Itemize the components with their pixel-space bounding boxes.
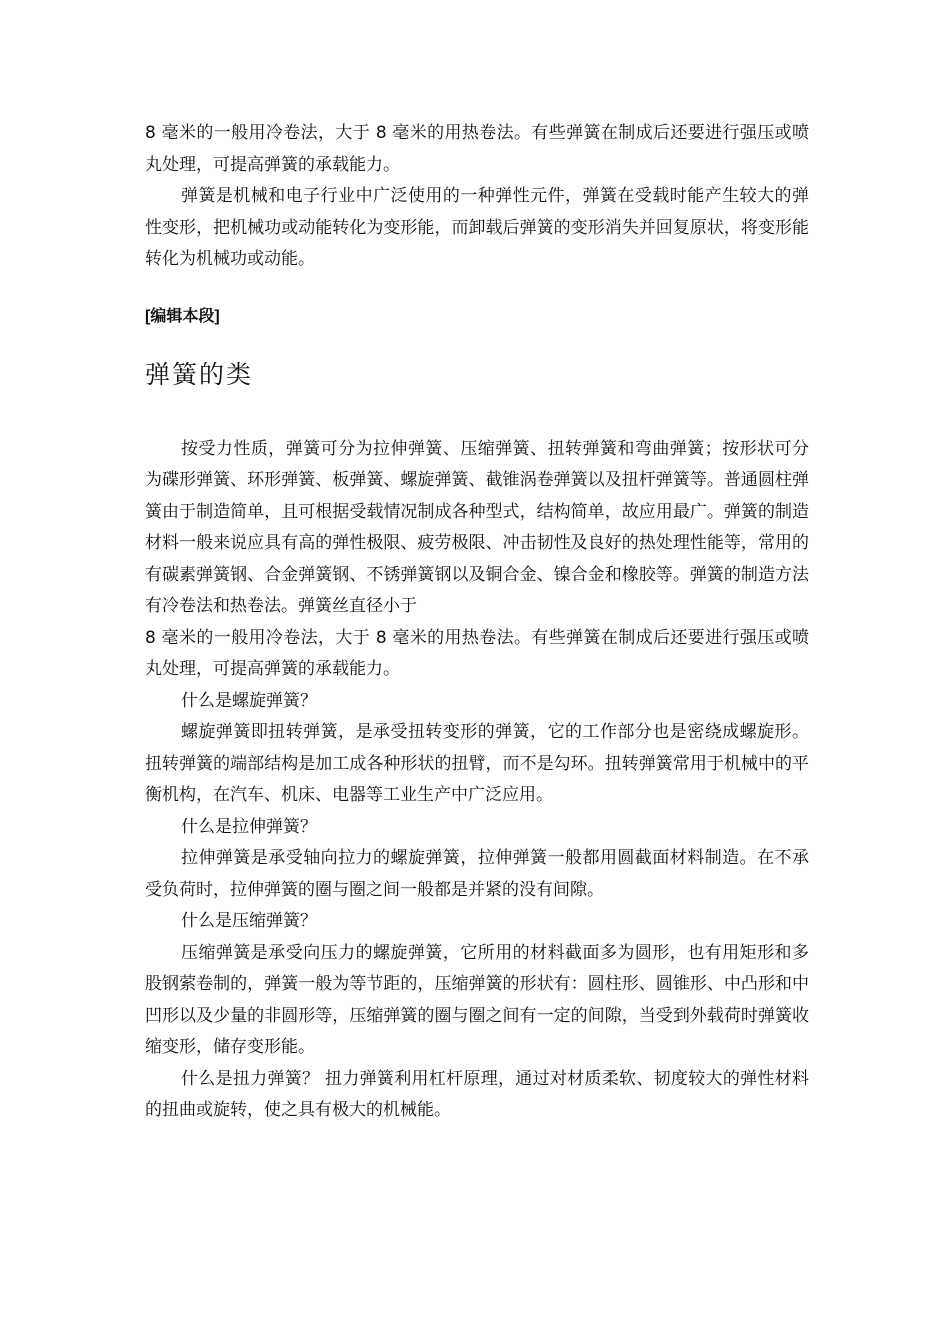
paragraph-coiling-methods: 8 毫米的一般用冷卷法，大于 8 毫米的用热卷法。有些弹簧在制成后还要进行强压或喷丸处理，可提高弹簧的承载能力。 [145, 627, 809, 679]
section-title: 弹簧的类 [145, 359, 254, 389]
top-paragraph-continuation: 8 毫米的一般用冷卷法，大于 8 毫米的用热卷法。有些弹簧在制成后还要进行强压或喷丸处理，可提高弹簧的承载能力。 [145, 123, 809, 175]
top-paragraph-spring-definition: 弹簧是机械和电子行业中广泛使用的一种弹性元件，弹簧在受载时能产生较大的弹性变形，把机械功或动能转化为变形能，而卸载后弹簧的变形消失并回复原状，将变形能转化为机械功或动能。 [145, 186, 809, 269]
question-compression-spring: 什么是压缩弹簧？ [181, 911, 317, 931]
paragraph-extension-spring: 拉伸弹簧是承受轴向拉力的螺旋弹簧，拉伸弹簧一般都用圆截面材料制造。在不承受负荷时，拉伸弹簧的圈与圈之间一般都是并紧的没有间隙。 [145, 848, 809, 900]
section-body [145, 434, 809, 1127]
paragraph-compression-spring: 压缩弹簧是承受向压力的螺旋弹簧，它所用的材料截面多为圆形，也有用矩形和多股钢萦卷制的，弹簧一般为等节距的，压缩弹簧的形状有：圆柱形、圆锥形、中凸形和中凹形以及少量的非圆形等，压缩弹簧的圈与圈之间有一定的间隙，当受到外载荷时弹簧收缩变形，储存变形能。 [145, 942, 809, 1057]
paragraph-helical-spring: 螺旋弹簧即扭转弹簧，是承受扭转变形的弹簧，它的工作部分也是密绕成螺旋形。扭转弹簧的端部结构是加工成各种形状的扭臂，而不是勾环。扭转弹簧常用于机械中的平衡机构，在汽车、机床、电器等工业生产中广泛应用。 [145, 722, 809, 805]
document-page [145, 118, 809, 1127]
paragraph-torsion-spring: 什么是扭力弹簧？ 扭力弹簧利用杠杆原理，通过对材质柔软、韧度较大的弹性材料的扭曲或旋转，使之具有极大的机械能。 [145, 1068, 809, 1120]
question-helical-spring: 什么是螺旋弹簧？ [181, 690, 317, 711]
question-extension-spring: 什么是拉伸弹簧？ [181, 816, 317, 837]
edit-section-link[interactable]: [编辑本段] [145, 307, 220, 325]
paragraph-classification: 按受力性质，弹簧可分为拉伸弹簧、压缩弹簧、扭转弹簧和弯曲弹簧；按形状可分为碟形弹簧、环形弹簧、板弹簧、螺旋弹簧、截锥涡卷弹簧以及扭杆弹簧等。普通圆柱弹簧由于制造简单，且可根据受载情况制成各种型式，结构简单，故应用最广。弹簧的制造材料一般来说应具有高的弹性极限、疲劳极限、冲击韧性及良好的热处理性能等，常用的有碳素弹簧钢、合金弹簧钢、不锈弹簧钢以及铜合金、镍合金和橡胶等。弹簧的制造方法有冷卷法和热卷法。弹簧丝直径小于 [145, 438, 809, 616]
